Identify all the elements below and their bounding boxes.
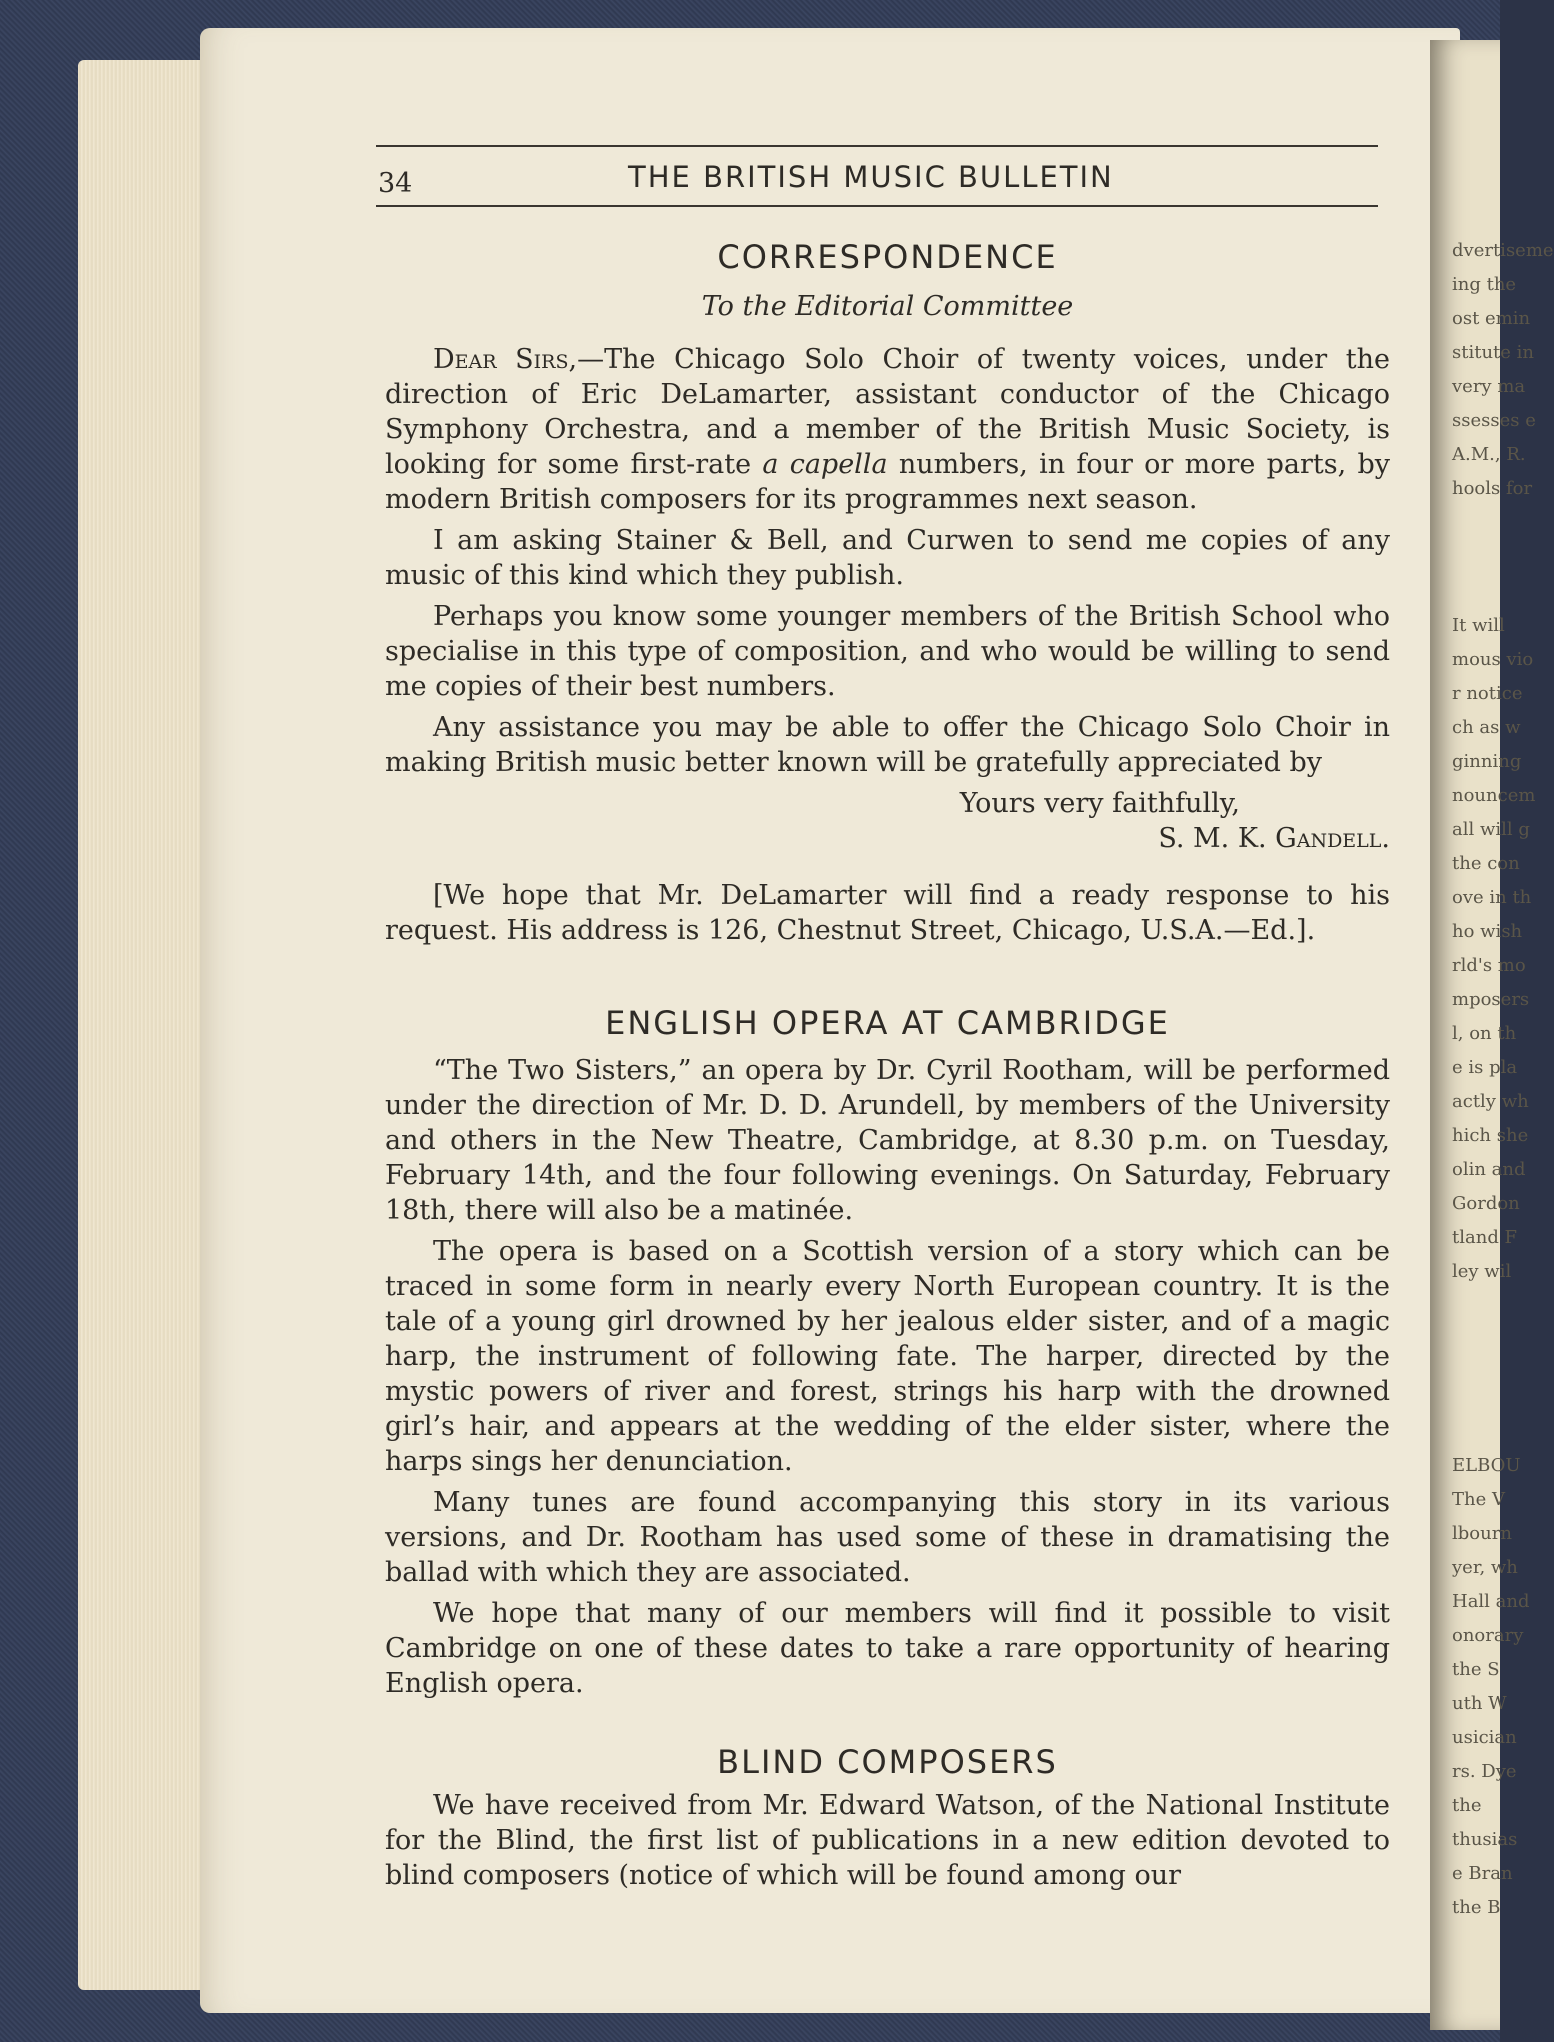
next-page-fragment: actly wh: [1452, 1091, 1529, 1112]
next-page-fragment: very ma: [1452, 376, 1526, 397]
next-page-fragment: ginning: [1452, 751, 1522, 772]
next-page-fragment: tland F: [1452, 1227, 1518, 1248]
next-page-fragment: the con: [1452, 853, 1520, 874]
next-page-fragment: ch as w: [1452, 717, 1521, 738]
next-page-fragment: nouncem: [1452, 785, 1536, 806]
next-page-fragment: mposers: [1452, 989, 1530, 1010]
header-rule-bottom: [376, 205, 1378, 207]
correspondence-subheading: To the Editorial Committee: [701, 291, 1074, 322]
opera-heading: ENGLISH OPERA AT CAMBRIDGE: [605, 1004, 1170, 1042]
next-page-fragment: rld's mo: [1452, 955, 1526, 976]
letter-paragraph-2: I am asking Stainer & Bell, and Curwen to send me copies of any music of this kind which they publish.: [385, 525, 1390, 591]
next-page-fragment: dvertiseme: [1452, 240, 1554, 261]
header-rule-top: [376, 145, 1378, 147]
next-page-fragment: The V: [1452, 1489, 1505, 1510]
next-page-fragment: stitute in: [1452, 342, 1535, 363]
italic-term: a capella: [762, 449, 888, 480]
blind-composers-heading: BLIND COMPOSERS: [717, 1743, 1058, 1781]
next-page-fragment: all will g: [1452, 819, 1530, 840]
next-page-fragment: A.M., R.: [1452, 444, 1526, 465]
next-page-fragment: mous vio: [1452, 649, 1534, 670]
next-page-fragment: ove in th: [1452, 887, 1532, 908]
next-page-fragment: It will: [1452, 615, 1505, 636]
next-page-fragment: lbourn: [1452, 1523, 1512, 1544]
next-page-fragment: uth W: [1452, 1693, 1507, 1714]
next-page-fragment: ssesses e: [1452, 410, 1536, 431]
next-page-fragment: usician: [1452, 1727, 1517, 1748]
next-page-fragment: ost emin: [1452, 308, 1531, 329]
next-page-fragment: l, on th: [1452, 1023, 1517, 1044]
next-page-fragment: r notice: [1452, 683, 1523, 704]
letter-text-end: numbers, in four or more parts, by modern British composers for its programmes next season.: [385, 449, 1391, 515]
opera-paragraph-3: Many tunes are found accompanying this story in its various versions, and Dr. Rootham has used some of these in dramatising the ballad with which they are associated.: [385, 1487, 1390, 1588]
correspondence-heading: CORRESPONDENCE: [717, 238, 1058, 276]
next-page-fragment: olin and: [1452, 1159, 1526, 1180]
next-page-fragment: ley wil: [1452, 1261, 1512, 1282]
next-page-fragment: rs. Dye: [1452, 1761, 1517, 1782]
opera-paragraph-4: We hope that many of our members will find it possible to visit Cambridge on one of these dates to take a rare opportunity of hearing English opera.: [385, 1598, 1390, 1699]
letter-paragraph-3: Perhaps you know some younger members of the British School who specialise in this type of composition, and who would be willing to send me copies of their best numbers.: [385, 601, 1390, 702]
next-page-fragment: hools for: [1452, 478, 1533, 499]
blind-composers-paragraph-1: We have received from Mr. Edward Watson, of the National Institute for the Blind, the first list of publications in a new edition devoted to blind composers (notice of which will be found among our: [385, 1790, 1390, 1891]
next-page-fragment: yer, wh: [1452, 1557, 1518, 1578]
page-number: 34: [378, 168, 413, 199]
editor-note: [We hope that Mr. DeLamarter will find a ready response to his request. His address is 126, Chestnut Street, Chicago, U.S.A.—Ed.].: [385, 880, 1390, 946]
next-page-fragment: onorary: [1452, 1625, 1524, 1646]
page-edges: [78, 60, 218, 1990]
next-page-fragment: the S: [1452, 1659, 1500, 1680]
next-page-fragment: e is pla: [1452, 1057, 1518, 1078]
letter-paragraph-1: [385, 342, 1390, 517]
next-page-fragment: ho wish: [1452, 921, 1523, 942]
letter-signoff: Yours very faithfully,: [959, 788, 1240, 819]
next-page-fragment: ing the: [1452, 274, 1517, 295]
next-page-fragment: hich she: [1452, 1125, 1529, 1146]
letter-paragraph-4: Any assistance you may be able to offer the Chicago Solo Choir in making British music better known will be gratefully appreciated by: [385, 712, 1390, 778]
next-page-edge: [1430, 40, 1554, 2030]
next-page-fragment: Hall and: [1452, 1591, 1530, 1612]
opera-paragraph-1: “The Two Sisters,” an opera by Dr. Cyril Rootham, will be performed under the direction of Mr. D. D. Arundell, by members of the University and others in the New Theatre, Cambridge, at 8.30 p.m. on Tuesday, February 14th, and the four following evenings. On Saturday, February 18th, there will also be a matinée.: [385, 1055, 1390, 1226]
salutation: Dear Sirs,: [433, 344, 578, 375]
running-title: THE BRITISH MUSIC BULLETIN: [628, 160, 1114, 194]
letter-text: —The Chicago Solo Choir of twenty voices, under the direction of Eric DeLamarter, assistant conductor of the Chicago Symphony Orchestra, and a member of the British Music Society, is looking for some first-rate: [385, 344, 1390, 480]
next-page-fragment: e Bran: [1452, 1863, 1513, 1884]
page-content: [385, 240, 1390, 1899]
letter-signature: S. M. K. Gandell.: [1158, 823, 1390, 854]
next-page-fragment: thusias: [1452, 1829, 1518, 1850]
next-page-fragment: the: [1452, 1795, 1482, 1816]
next-page-fragment: ELBOU: [1452, 1455, 1521, 1476]
next-page-fragment: Gordon: [1452, 1193, 1520, 1214]
next-page-fragment: the B: [1452, 1897, 1501, 1918]
opera-paragraph-2: The opera is based on a Scottish version of a story which can be traced in some form in nearly every North European country. It is the tale of a young girl drowned by her jealous elder sister, and of a magic harp, the instrument of following fate. The harper, directed by the mystic powers of river and forest, strings his harp with the drowned girl’s hair, and appears at the wedding of the elder sister, where the harps sings her denunciation.: [385, 1236, 1390, 1477]
